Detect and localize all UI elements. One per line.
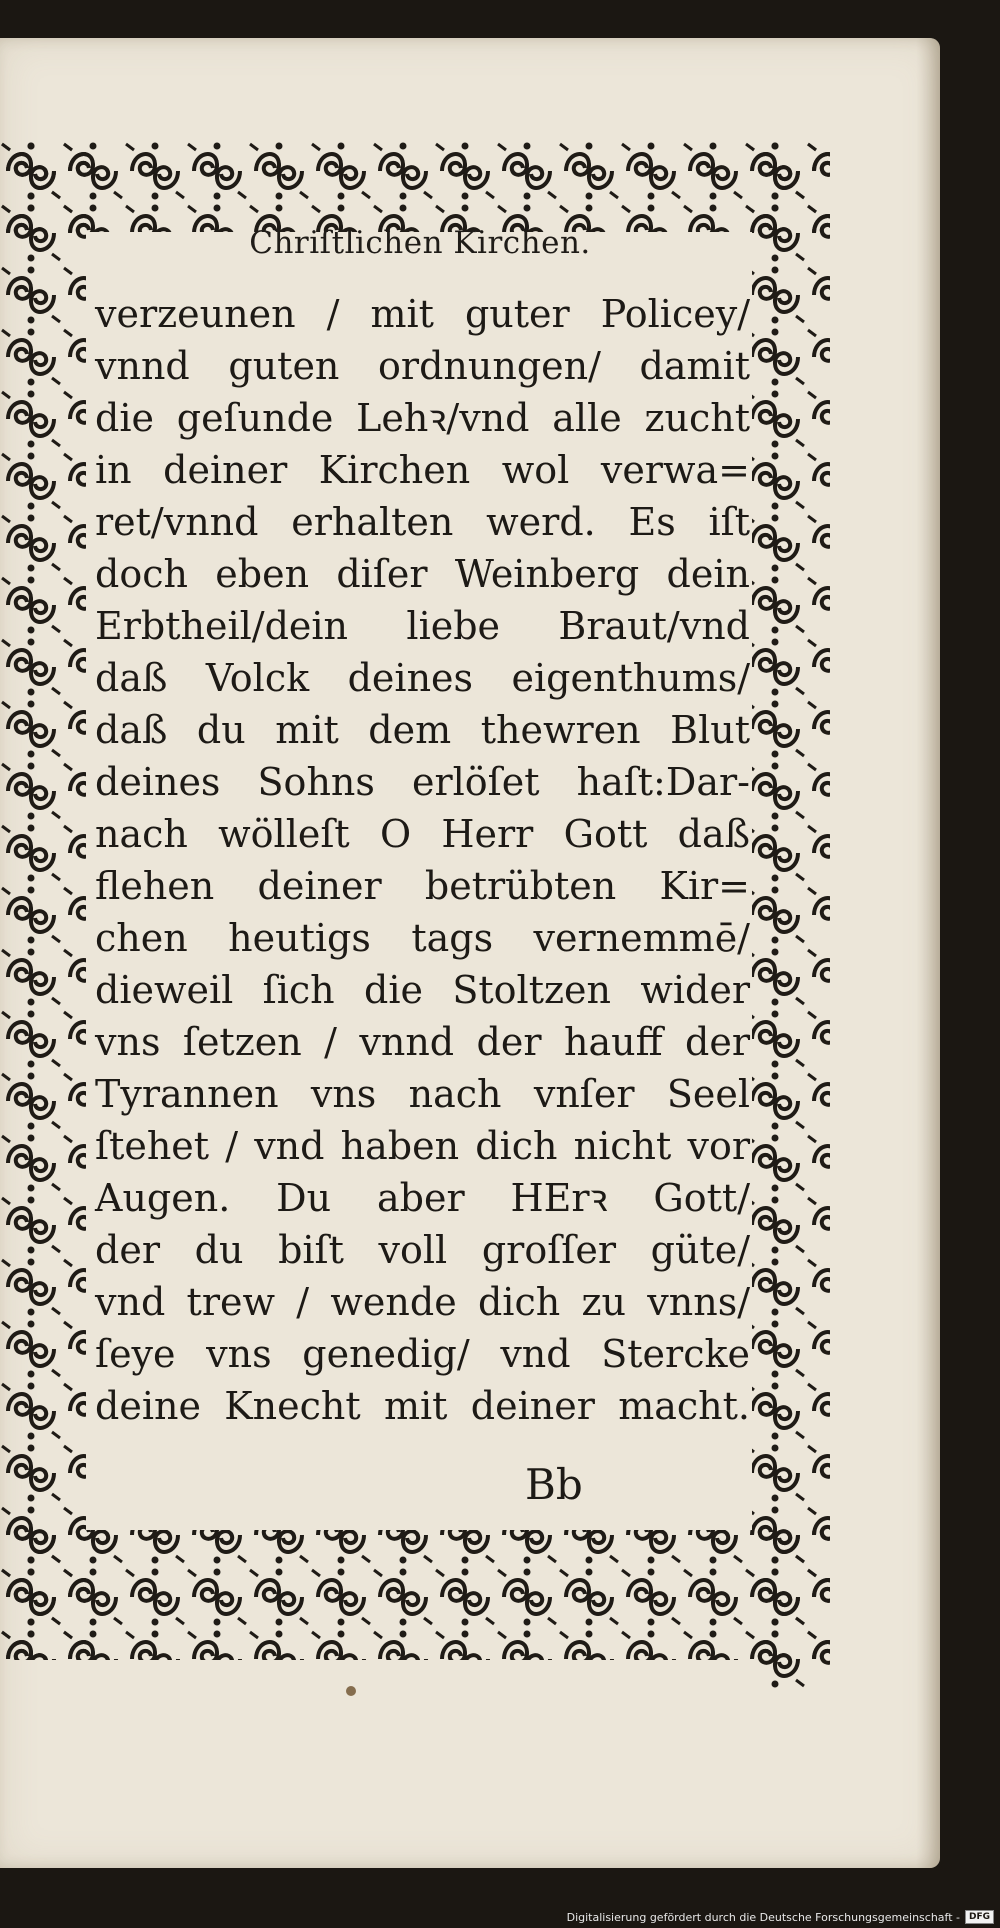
digitization-credit (567, 1910, 994, 1924)
page-edge-shadow (916, 38, 940, 1868)
text-line: daß Volck deines eigenthums/ (95, 656, 750, 700)
text-line: chen heutigs tags vernemmē/ (95, 916, 750, 960)
text-line: deine Knecht mit deiner macht. (95, 1384, 750, 1428)
text-line: deines Sohns erlöſet haſt:Dar- (95, 760, 750, 804)
text-line: ret/vnnd erhalten werd. Es iſt (95, 500, 750, 544)
text-line: Augen. Du aber HErꝛ Gott/ (95, 1176, 750, 1220)
text-line: verzeunen / mit guter Policey/ (95, 292, 750, 336)
text-line: dieweil ſich die Stoltzen wider (95, 968, 750, 1012)
text-line: vnd trew / wende dich zu vnns/ (95, 1280, 750, 1324)
text-line: nach wölleſt O Herr Gott daß (95, 812, 750, 856)
text-line: doch eben diſer Weinberg dein (95, 552, 750, 596)
running-head: Chriſtlichen Kirchen. (249, 225, 591, 261)
signature-mark: Bb (525, 1460, 583, 1509)
text-line: vnnd guten ordnungen/ damit (95, 344, 750, 388)
text-line: Tyrannen vns nach vnſer Seel (95, 1072, 750, 1116)
text-line: vns ſetzen / vnnd der hauff der (95, 1020, 750, 1064)
text-line: in deiner Kirchen wol verwa= (95, 448, 750, 492)
text-line: ſtehet / vnd haben dich nicht vor (95, 1124, 750, 1168)
text-line: der du biſt voll groſſer güte/ (95, 1228, 750, 1272)
text-line: Erbtheil/dein liebe Braut/vnd (95, 604, 750, 648)
text-line: die geſunde Lehꝛ/vnd alle zucht (95, 396, 750, 440)
text-line: flehen deiner betrübten Kir= (95, 864, 750, 908)
dfg-logo: DFG (965, 1910, 994, 1924)
text-line: ſeye vns genedig/ vnd Stercke (95, 1332, 750, 1376)
credit-text: Digitalisierung gefördert durch die Deutsche Forschungsgemeinschaft - (566, 1910, 960, 1924)
text-line: daß du mit dem thewren Blut (95, 708, 750, 752)
